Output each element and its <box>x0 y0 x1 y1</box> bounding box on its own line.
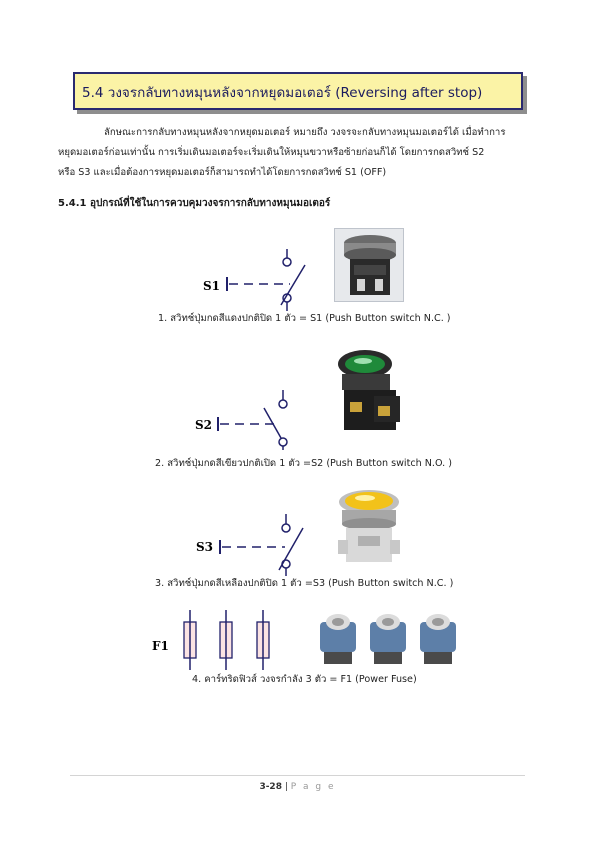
paragraph-line-3: หรือ S3 และเมื่อต้องการหยุดมอเตอร์ก็สามารถทำได้โดยการกดสวิทช์ S1 (OFF) <box>58 167 387 178</box>
subheading: 5.4.1 อุปกรณ์ที่ใช้ในการควบคุมวงจรการกลับทางหมุนมอเตอร์ <box>58 198 331 209</box>
caption-3: 3. สวิทช์ปุ่มกดสีเหลืองปกติปิด 1 ตัว =S3 (Push Button switch N.C. ) <box>155 578 454 589</box>
page-separator: | <box>284 782 288 792</box>
paragraph-line-2: หยุดมอเตอร์ก่อนเท่านั้น การเริ่มเดินมอเตอร์จะเริ่มเดินให้หมุนขวาหรือซ้ายก่อนก็ได้ โดยการกดสวิทช์ S2 <box>58 147 485 158</box>
page-number: 3-28 <box>259 782 282 792</box>
section-heading: 5.4 วงจรกลับทางหมุนหลังจากหยุดมอเตอร์ (Reversing after stop) <box>82 85 483 101</box>
caption-4: 4. คาร์ทริดฟิวส์ วงจรกำลัง 3 ตัว = F1 (Power Fuse) <box>192 674 417 685</box>
f1-symbol-label: F1 <box>152 639 169 653</box>
footer-divider <box>70 775 525 776</box>
s3-nc-switch-symbol <box>193 512 313 576</box>
s2-no-switch-symbol <box>190 388 300 450</box>
s1-symbol-label: S1 <box>203 279 221 293</box>
s3-button-photo <box>332 488 407 572</box>
paragraph-line-1: ลักษณะการกลับทางหมุนหลังจากหยุดมอเตอร์ หมายถึง วงจรจะกลับทางหมุนมอเตอร์ได้ เมื่อทำการ <box>104 127 506 138</box>
f1-fuse-photo <box>314 608 462 666</box>
caption-2: 2. สวิทช์ปุ่มกดสีเขียวปกติเปิด 1 ตัว =S2 (Push Button switch N.O. ) <box>155 458 452 469</box>
f1-fuse-symbol <box>148 608 288 672</box>
s1-nc-switch-symbol <box>195 245 325 315</box>
page-word: P a g e <box>290 782 336 792</box>
page-footer <box>0 782 595 792</box>
s2-button-photo <box>332 346 407 440</box>
s1-button-photo <box>334 228 404 302</box>
caption-1: 1. สวิทช์ปุ่มกดสีแดงปกติปิด 1 ตัว = S1 (Push Button switch N.C. ) <box>158 313 451 324</box>
s2-symbol-label: S2 <box>195 418 213 432</box>
s3-symbol-label: S3 <box>196 540 214 554</box>
